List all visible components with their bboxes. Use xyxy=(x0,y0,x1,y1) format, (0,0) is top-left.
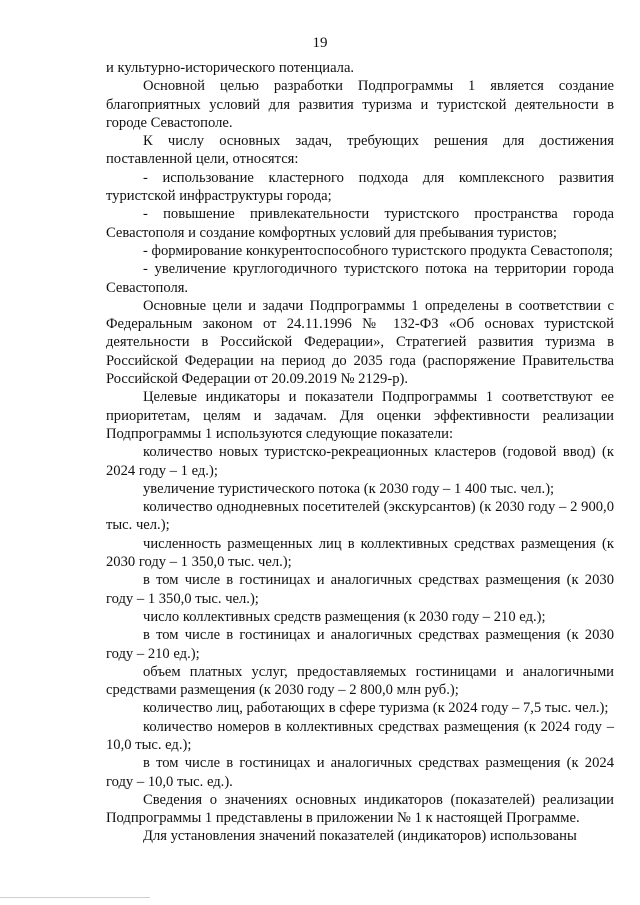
paragraph-text: и культурно-исторического потенциала. xyxy=(106,60,355,76)
indicator-item: количество лиц, работающих в сфере туризма (к 2024 году – 7,5 тыс. чел.); xyxy=(143,700,609,717)
paragraph-text: Основные цели и задачи Подпрограммы 1 определены в соответствии с Федеральным законом от 24.11.1996 № 132-ФЗ «Об основах туристской деятельности в Российской Федерации», Стратегией развития туризма в Российской Федерации на период до 2035 года (распоряжение Правительства Российской Федерации от 20.09.2019 № 2129-р). xyxy=(106,297,614,388)
indicator-item: количество однодневных посетителей (экскурсантов) (к 2030 году – 2 900,0 тыс. чел.); xyxy=(106,499,614,534)
paragraph-text: Для установления значений показателей (индикаторов) использованы xyxy=(143,828,577,845)
document-body xyxy=(106,59,614,846)
indicator-item: в том числе в гостиницах и аналогичных средствах размещения (к 2024 году – 10,0 тыс. ед.). xyxy=(106,755,614,790)
list-item: - увеличение круглогодичного туристского потока на территории города Севастополя. xyxy=(106,261,614,296)
indicator-item: в том числе в гостиницах и аналогичных средствах размещения (к 2030 году – 210 ед.); xyxy=(106,627,614,662)
indicator-item: в том числе в гостиницах и аналогичных средствах размещения (к 2030 году – 1 350,0 тыс. чел.); xyxy=(106,572,614,607)
indicator-item: количество новых туристско-рекреационных кластеров (годовой ввод) (к 2024 году – 1 ед.); xyxy=(106,444,614,479)
list-item: - повышение привлекательности туристского пространства города Севастополя и создание комфортных условий для пребывания туристов; xyxy=(106,206,614,241)
paragraph-text: Целевые индикаторы и показатели Подпрограммы 1 соответствуют ее приоритетам, целям и задачам. Для оценки эффективности реализации Подпрограммы 1 используются следующие показатели: xyxy=(106,389,614,442)
indicator-item: численность размещенных лиц в коллективных средствах размещения (к 2030 году – 1 350,0 тыс. чел.); xyxy=(106,535,614,571)
indicator-item: число коллективных средств размещения (к 2030 году – 210 ед.); xyxy=(143,608,546,625)
list-item: - формирование конкурентоспособного туристского продукта Севастополя; xyxy=(143,242,613,259)
indicator-item: увеличение туристического потока (к 2030 году – 1 400 тыс. чел.); xyxy=(143,480,555,497)
paragraph-text: Основной целью разработки Подпрограммы 1 является создание благоприятных условий для развития туризма и туристской деятельности в городе Севастополе. xyxy=(106,78,614,131)
paragraph-text: К числу основных задач, требующих решения для достижения поставленной цели, относятся: xyxy=(106,133,614,168)
scan-edge-line xyxy=(0,897,150,898)
page-number: 19 xyxy=(312,35,328,51)
indicator-item: объем платных услуг, предоставляемых гостиницами и аналогичными средствами размещения (к 2030 году – 2 800,0 млн руб.); xyxy=(106,663,614,699)
indicator-item: количество номеров в коллективных средствах размещения (к 2024 году – 10,0 тыс. ед.); xyxy=(106,718,614,753)
list-item: - использование кластерного подхода для комплексного развития туристской инфраструктуры города; xyxy=(106,169,614,205)
paragraph-text: Сведения о значениях основных индикаторов (показателей) реализации Подпрограммы 1 представлены в приложении № 1 к настоящей Программе. xyxy=(106,791,614,827)
